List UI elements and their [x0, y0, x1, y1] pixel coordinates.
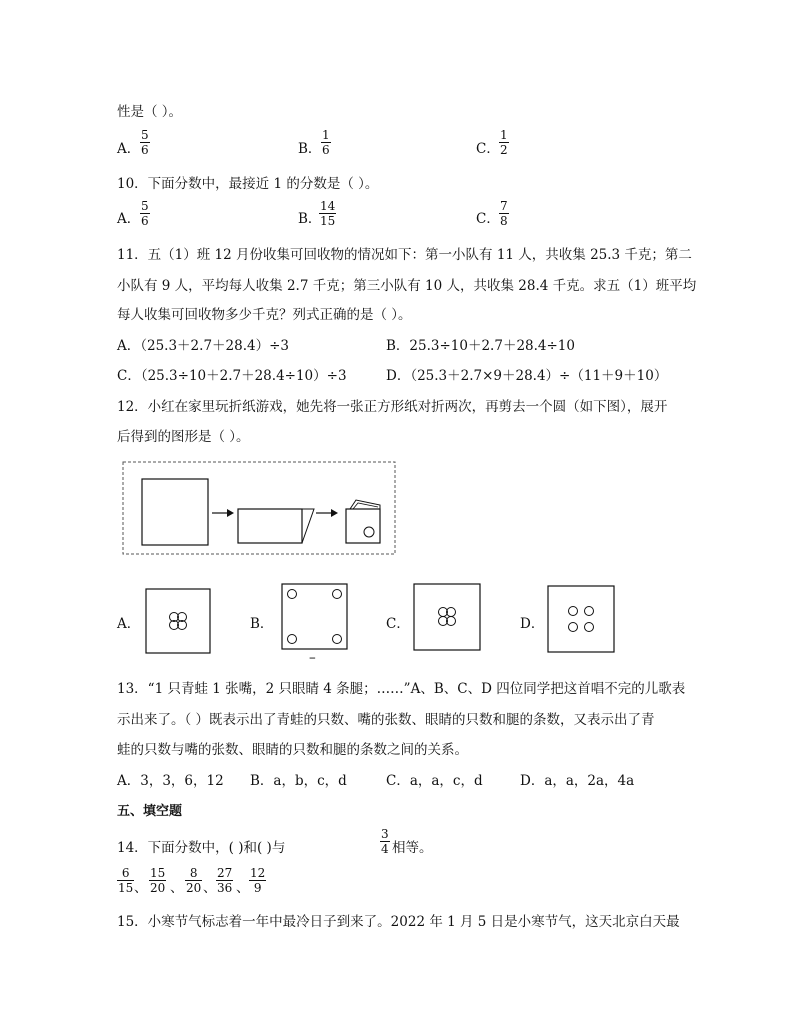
numerator: 15	[150, 866, 166, 880]
separator: 、	[236, 880, 250, 896]
q14-stem-part-2: 相等。	[392, 840, 433, 856]
q13-option-c: C．a，a，c，d	[386, 773, 483, 789]
q9-option-a-label: A．	[117, 141, 141, 157]
q11-stem-line-1: 11．五（1）班 12 月份收集可回收物的情况如下：第一小队有 11 人，共收集 25.3 千克；第二	[117, 247, 692, 263]
option-b-square	[282, 584, 347, 649]
q14-stem-part-1: 14．下面分数中，( )和( )与	[117, 840, 286, 856]
q13-stem-line-2: 示出来了。（ ）既表示出了青蛙的只数、嘴的张数、眼睛的只数和腿的条数，又表示出了青	[117, 712, 655, 728]
fold-flap	[302, 509, 314, 543]
q13-stem-line-1: 13．“1 只青蛙 1 张嘴，2 只眼睛 4 条腿；……”A、B、C、D 四位同学把这首唱不完的儿歌表	[117, 681, 686, 697]
numerator: 14	[320, 199, 336, 213]
denominator: 9	[249, 880, 266, 895]
denominator: 6	[322, 143, 330, 157]
q9-option-b-label: B．	[298, 141, 322, 157]
numerator: 8	[189, 866, 198, 880]
q11-option-c: C．（25.3÷10＋2.7＋28.4÷10）÷3	[117, 368, 347, 384]
denominator: 6	[141, 214, 149, 228]
arrow-head-1	[227, 509, 234, 517]
numerator: 12	[250, 866, 266, 880]
folded-quarter-paper	[346, 509, 380, 543]
q14-target-fraction	[380, 827, 390, 856]
q13-stem-line-3: 蛙的只数与嘴的张数、眼睛的只数和腿的条数之间的关系。	[117, 742, 468, 758]
q14-fraction-2	[149, 866, 166, 895]
q13-option-a: A．3，3，6，12	[117, 773, 224, 789]
q10-stem: 10．下面分数中，最接近 1 的分数是（ ）。	[117, 176, 379, 192]
separator: 、	[203, 880, 217, 896]
q11-stem-line-2: 小队有 9 人，平均每人收集 2.7 千克；第三小队有 10 人，共收集 28.4 千克。求五（1）班平均	[117, 278, 697, 294]
numerator: 5	[141, 199, 149, 213]
q9-option-c-label: C．	[476, 141, 500, 157]
denominator: 20	[186, 881, 202, 895]
folded-half-paper	[238, 509, 302, 543]
numerator: 1	[322, 128, 330, 142]
q12-option-c-label: C．	[386, 616, 410, 632]
q9-stem-tail: 性是（ ）。	[117, 104, 183, 120]
q14-fraction-5	[249, 866, 266, 895]
numerator: 6	[121, 866, 130, 880]
q13-option-d: D．a，a，2a，4a	[520, 773, 635, 789]
section-title: 五、填空题	[117, 804, 183, 819]
numerator: 27	[217, 866, 233, 880]
q12-option-d-label: D．	[520, 616, 545, 632]
q15-stem-line-1: 15．小寒节气标志着一年中最冷日子到来了。2022 年 1 月 5 日是小寒节气，这天北京白天最	[117, 914, 680, 930]
q12-option-a-label: A．	[117, 616, 141, 632]
denominator: 8	[500, 214, 508, 228]
denominator: 4	[381, 842, 389, 856]
q11-stem-line-3: 每人收集可回收物多少千克？列式正确的是（ ）。	[117, 307, 412, 323]
q13-option-b: B．a，b，c，d	[250, 773, 347, 789]
q11-option-d: D．（25.3＋2.7×9＋28.4）÷（11＋9＋10）	[386, 368, 668, 384]
q14-fraction-3	[185, 866, 202, 895]
denominator: 15	[118, 881, 134, 895]
q12-stem-line-1: 12．小红在家里玩折纸游戏，她先将一张正方形纸对折两次，再剪去一个圆（如下图），展开	[117, 399, 668, 415]
option-a-flower-shape	[170, 613, 187, 630]
option-d-spaced-circles	[569, 607, 594, 632]
option-c-square	[414, 584, 480, 650]
q12-stray-dash: –	[309, 650, 316, 666]
cut-circle	[364, 527, 374, 537]
arrow-head-2	[331, 509, 338, 517]
denominator: 2	[500, 143, 508, 157]
square-paper	[142, 479, 208, 545]
q10-option-a-label: A．	[117, 211, 141, 227]
denominator: 15	[320, 214, 336, 228]
option-c-center-circles	[439, 608, 456, 626]
q11-option-a: A．（25.3＋2.7＋28.4）÷3	[117, 338, 289, 354]
denominator: 36	[217, 881, 233, 895]
q11-option-b: B．25.3÷10＋2.7＋28.4÷10	[386, 338, 575, 354]
separator: 、	[170, 880, 184, 896]
denominator: 6	[141, 143, 149, 157]
q14-fraction-1	[117, 866, 134, 895]
q10-option-c-label: C．	[476, 211, 500, 227]
numerator: 1	[500, 128, 508, 142]
numerator: 7	[500, 199, 508, 213]
q14-fraction-4	[216, 866, 233, 895]
q12-stem-line-2: 后得到的图形是（ ）。	[117, 429, 250, 445]
denominator: 20	[150, 881, 166, 895]
q10-option-b-label: B．	[298, 211, 322, 227]
option-d-square	[548, 586, 614, 652]
q12-option-b-label: B．	[250, 616, 274, 632]
numerator: 5	[141, 128, 149, 142]
option-b-corner-circles	[288, 590, 342, 644]
separator: 、	[134, 880, 148, 896]
option-a-square	[146, 589, 210, 653]
numerator: 3	[381, 827, 389, 841]
